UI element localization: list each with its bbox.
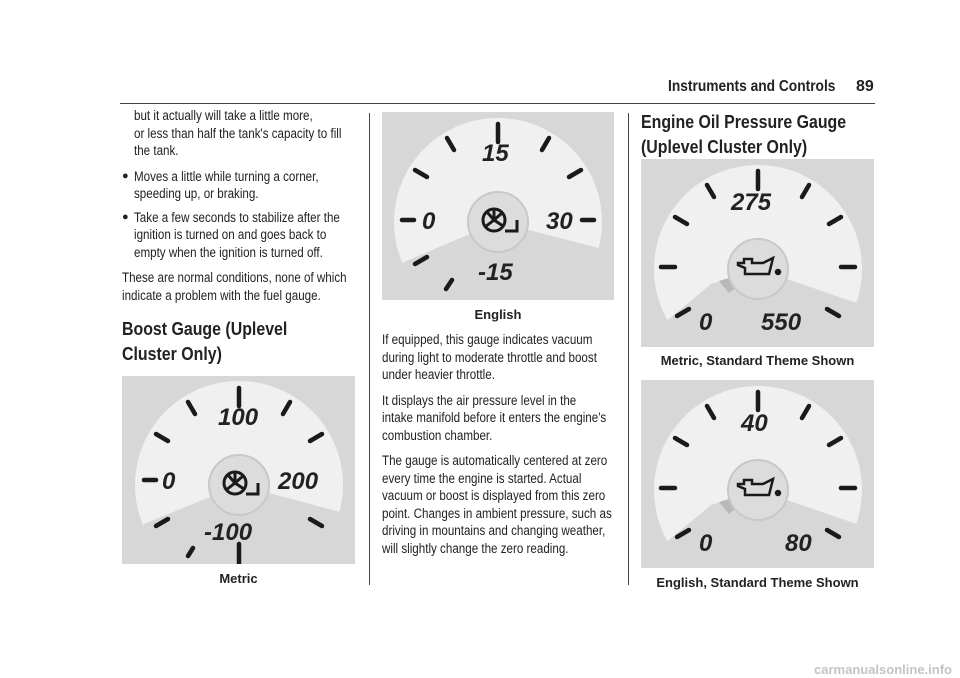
text-line: vacuum or boost is displayed from this zero (382, 488, 606, 503)
gauge-label-left: 0 (162, 468, 176, 495)
text-line: indicate a problem with the fuel gauge. (122, 287, 321, 303)
text-line: The gauge is automatically centered at zero (382, 453, 608, 468)
text-line: empty when the ignition is turned off. (134, 244, 323, 260)
gauge-label-left: 0 (422, 208, 436, 235)
text-line: will slightly change the zero reading. (382, 540, 569, 556)
header-rule (120, 103, 875, 104)
zero-paragraph (382, 452, 618, 557)
text-line: combustion chamber. (382, 427, 493, 443)
oil-gauge-metric-figure (641, 159, 874, 347)
text-line: These are normal conditions, none of which (122, 270, 347, 285)
gauge-label-top: 275 (731, 189, 772, 216)
gauge-label-right: 200 (278, 468, 319, 495)
heading-line: (Uplevel Cluster Only) (641, 136, 808, 157)
text-line: under heavier throttle. (382, 367, 495, 382)
column-divider-left (369, 113, 370, 585)
oil-gauge-english-figure (641, 380, 874, 568)
figure-caption: English (474, 307, 522, 322)
gauge-label-left: 0 (699, 530, 713, 557)
text-line: every time the engine is started. Actual (382, 470, 582, 486)
equipped-paragraph (382, 331, 618, 384)
gauge-label-right: 550 (761, 309, 802, 336)
bullet-dot-icon: ● (122, 169, 129, 182)
page-number: 89 (856, 78, 874, 95)
gauge-label-left: 0 (699, 309, 713, 336)
gauge-label-top: 100 (218, 404, 259, 431)
bullet-dot-icon: ● (122, 210, 129, 223)
figure-caption: Metric, Standard Theme Shown (660, 353, 855, 368)
gauge-label-top: 15 (482, 140, 509, 167)
normal-paragraph (122, 269, 358, 304)
bullet-item (122, 209, 358, 262)
page-footer (0, 664, 960, 678)
middle-column-text (382, 331, 618, 565)
figure-caption: English, Standard Theme Shown (656, 575, 859, 590)
gauge-label-bottom: -15 (478, 259, 513, 286)
text-line: but it actually will take a little more, (134, 108, 313, 123)
air-pressure-paragraph (382, 392, 618, 445)
section-title: Instruments and Controls (668, 78, 836, 95)
text-line: Take a few seconds to stabilize after the (134, 209, 340, 225)
column-divider-right (628, 113, 629, 585)
text-line: If equipped, this gauge indicates vacuum (382, 332, 593, 347)
heading-line: Cluster Only) (122, 343, 222, 364)
left-column (122, 107, 358, 419)
figure-caption: Metric (219, 571, 258, 586)
oil-gauge-dial (641, 380, 874, 568)
gauge-label-right: 30 (546, 208, 573, 235)
heading-line: Boost Gauge (Uplevel (122, 318, 288, 339)
text-line: intake manifold before it enters the engine's (382, 410, 607, 425)
text-line: or less than half the tank's capacity to fill (134, 125, 342, 141)
text-line: It displays the air pressure level in the (382, 392, 577, 408)
text-line: driving in mountains and changing weather, (382, 523, 606, 538)
heading-line: Engine Oil Pressure Gauge (641, 111, 847, 132)
gauge-label-right: 80 (785, 530, 812, 557)
text-line: point. Changes in ambient pressure, such as (382, 505, 612, 521)
text-line: the tank. (134, 143, 179, 158)
boost-gauge-metric-figure (122, 376, 355, 564)
bullet-item (122, 168, 358, 203)
intro-paragraph (122, 107, 358, 160)
text-line: during light to moderate throttle and boost (382, 349, 597, 365)
oil-pressure-heading (641, 109, 877, 159)
watermark: carmanualsonline.info (814, 662, 952, 677)
gauge-label-bottom: -100 (204, 519, 253, 546)
gauge-label-top: 40 (741, 410, 768, 437)
text-line: ignition is turned on and goes back to (134, 227, 327, 242)
text-line: Moves a little while turning a corner, (134, 168, 319, 184)
text-line: speeding up, or braking. (134, 186, 259, 201)
oil-gauge-dial (641, 159, 874, 347)
boost-gauge-english-figure (382, 112, 614, 300)
boost-gauge-heading (122, 316, 358, 366)
